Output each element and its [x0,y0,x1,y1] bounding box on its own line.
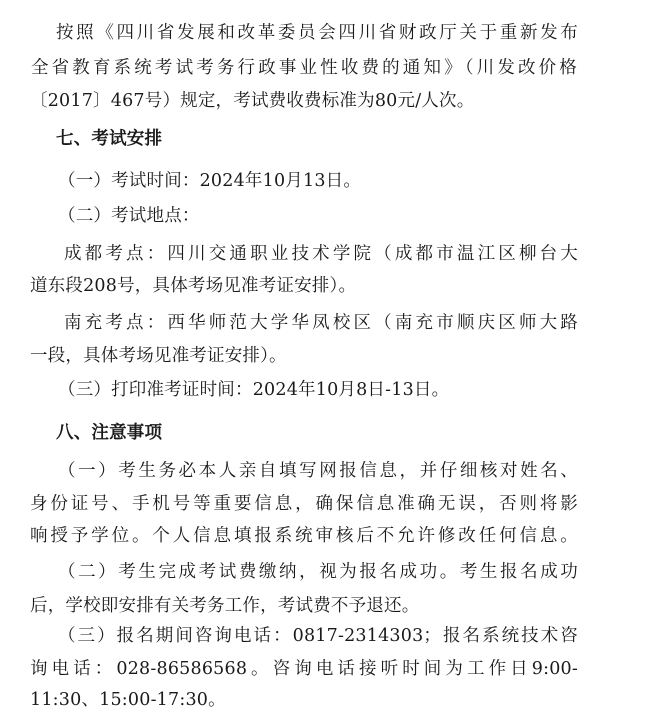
nanchong-site-line-1: 南充考点：西华师范大学华凤校区（南充市顺庆区师大路 [64,313,578,333]
exam-time-item: （一）考试时间：2024年10月13日。 [58,171,362,191]
paragraph-fee-line-1: 按照《四川省发展和改革委员会四川省财政厅关于重新发布 [56,23,578,43]
paragraph-fee-line-2: 全省教育系统考试考务行政事业性收费的通知》（川发改价格 [31,58,577,78]
notes-item-3-line-1: （三）报名期间咨询电话：0817-2314303；报名系统技术咨 [58,626,578,646]
notes-item-1-line-1: （一）考生务必本人亲自填写网报信息，并仔细核对姓名、 [58,461,578,481]
notes-item-2-line-2: 后，学校即安排有关考务工作，考试费不予退还。 [30,596,420,616]
notes-item-3-line-2: 询电话：028-86586568。咨询电话接听时间为工作日9:00- [30,659,578,679]
notes-item-3-line-3: 11:30、15:00-17:30。 [30,690,226,710]
section-heading-exam-arrangement: 七、考试安排 [56,129,163,149]
chengdu-site-line-2: 道东段208号，具体考场见准考证安排）。 [30,276,357,296]
notes-item-1-line-2: 身份证号、手机号等重要信息，确保信息准确无误，否则将影 [30,494,578,514]
notes-item-1-line-3: 响授予学位。个人信息填报系统审核后不允许修改任何信息。 [30,526,578,546]
paragraph-fee-line-3: 〔2017〕467号）规定，考试费收费标准为80元/人次。 [30,91,475,111]
section-heading-notes: 八、注意事项 [56,423,163,443]
notes-item-2-line-1: （二）考生完成考试费缴纳，视为报名成功。考生报名成功 [58,562,578,582]
exam-location-item: （二）考试地点： [58,206,200,226]
chengdu-site-line-1: 成都考点：四川交通职业技术学院（成都市温江区柳台大 [64,244,578,264]
nanchong-site-line-2: 一段，具体考场见准考证安排）。 [30,346,287,366]
admission-ticket-print-item: （三）打印准考证时间：2024年10月8日-13日。 [58,380,450,400]
